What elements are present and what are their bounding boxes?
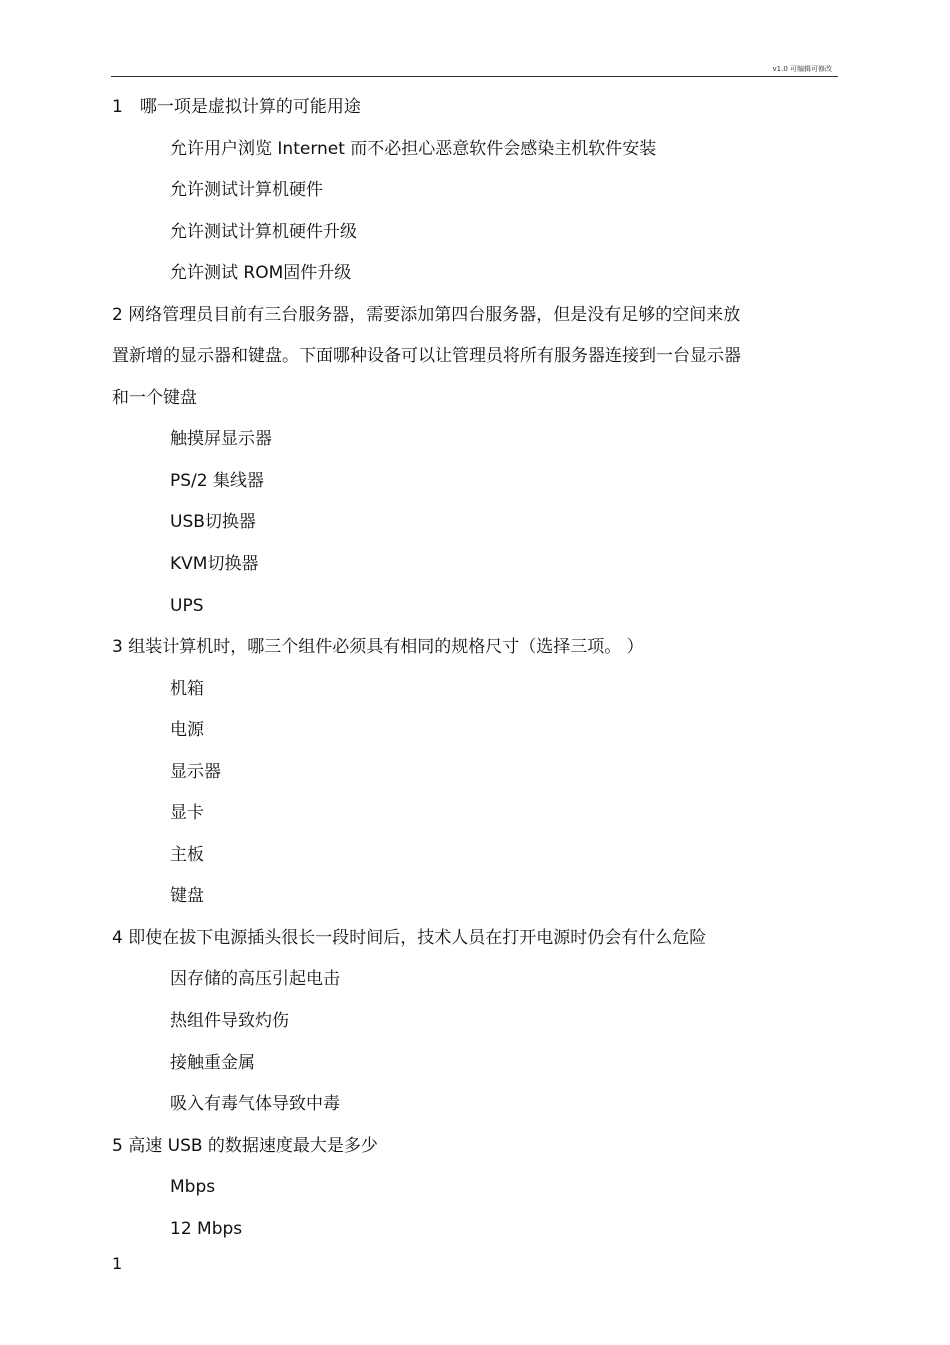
question-2 xyxy=(112,295,812,627)
answer-option: 允许测试计算机硬件 xyxy=(170,180,323,201)
answer-option: USB切换器 xyxy=(170,512,256,533)
answer-option: 显示器 xyxy=(170,761,221,782)
question-4 xyxy=(112,918,812,1126)
answer-option: 12 Mbps xyxy=(170,1218,243,1239)
header-divider xyxy=(111,76,838,77)
question-stem: 1 哪一项是虚拟计算的可能用途 xyxy=(112,97,361,117)
answer-option: 允许测试计算机硬件升级 xyxy=(170,221,357,242)
answer-option: 键盘 xyxy=(170,886,204,907)
answer-option: 因存储的高压引起电击 xyxy=(170,969,340,990)
header-version-tag: v1.0 可编辑可修改 xyxy=(772,65,832,73)
question-stem: 2 网络管理员目前有三台服务器，需要添加第四台服务器，但是没有足够的空间来放 xyxy=(112,304,741,325)
answer-option: 热组件导致灼伤 xyxy=(170,1011,289,1032)
answer-option: 机箱 xyxy=(170,678,204,699)
question-5 xyxy=(112,1126,812,1251)
question-3 xyxy=(112,627,812,918)
question-stem: 5 高速 USB 的数据速度最大是多少 xyxy=(112,1135,378,1156)
answer-option: Mbps xyxy=(170,1177,216,1198)
question-stem-continued: 和一个键盘 xyxy=(112,387,197,408)
question-list xyxy=(112,87,812,1250)
answer-option: 电源 xyxy=(170,720,204,741)
answer-option: UPS xyxy=(170,595,204,616)
answer-option: PS/2 集线器 xyxy=(170,470,264,491)
question-stem-continued: 置新增的显示器和键盘。下面哪种设备可以让管理员将所有服务器连接到一台显示器 xyxy=(112,346,741,367)
question-stem: 3 组装计算机时，哪三个组件必须具有相同的规格尺寸（选择三项。 ） xyxy=(112,637,644,658)
answer-option: 接触重金属 xyxy=(170,1052,255,1073)
answer-option: 允许用户浏览 Internet 而不必担心恶意软件会感染主机软件安装 xyxy=(170,138,657,159)
answer-option: 吸入有毒气体导致中毒 xyxy=(170,1094,340,1115)
answer-option: 触摸屏显示器 xyxy=(170,429,272,450)
question-1 xyxy=(112,87,812,295)
page-number: 1 xyxy=(112,1254,123,1273)
answer-option: 允许测试 ROM固件升级 xyxy=(170,263,352,284)
answer-option: 显卡 xyxy=(170,803,204,824)
question-stem: 4 即使在拔下电源插头很长一段时间后，技术人员在打开电源时仍会有什么危险 xyxy=(112,927,707,948)
answer-option: KVM切换器 xyxy=(170,554,259,575)
answer-option: 主板 xyxy=(170,844,204,865)
